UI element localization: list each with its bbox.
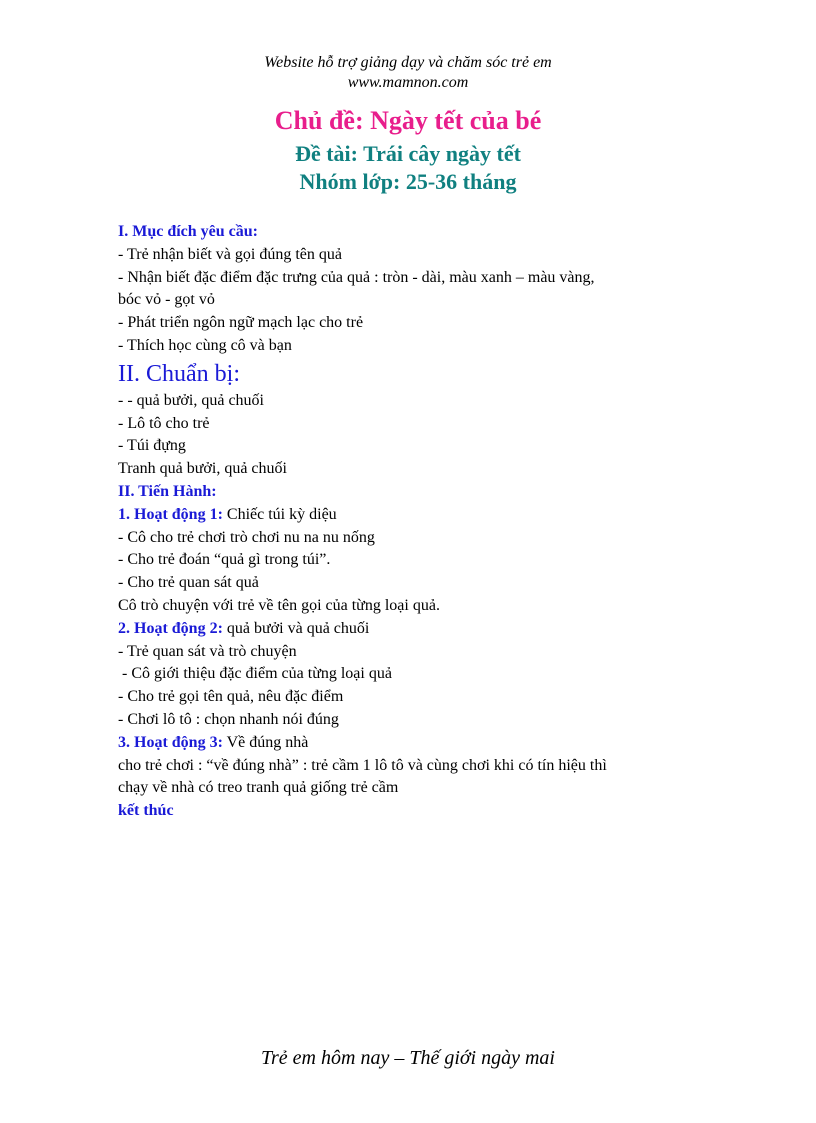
activity-1-heading (118, 504, 708, 527)
activity-2-title: quả bưởi và quả chuối (222, 619, 370, 637)
preparation-line: Tranh quả bưởi, quả chuối (118, 460, 287, 478)
objective-line: - Thích học cùng cô và bạn (118, 336, 292, 354)
lesson-content (118, 221, 708, 823)
preparation-line: - - quả bưởi, quả chuối (118, 391, 264, 409)
header-url[interactable]: www.mamnon.com (347, 74, 469, 91)
activity-1-label: 1. Hoạt động 1: (118, 505, 223, 523)
activity-1-line: - Cho trẻ quan sát quả (118, 574, 259, 592)
activity-2-heading (118, 618, 708, 641)
section-procedure-heading: II. Tiến Hành: (118, 482, 217, 500)
preparation-line: - Túi đựng (118, 437, 186, 455)
objective-line: bóc vỏ - gọt vỏ (118, 291, 215, 309)
end-label: kết thúc (118, 802, 174, 820)
page-header (0, 53, 816, 93)
objective-line: - Nhận biết đặc điểm đặc trưng của quả : tròn - dài, màu xanh – màu vàng, (118, 268, 595, 286)
page-footer: Trẻ em hôm nay – Thế giới ngày mai (261, 1047, 555, 1069)
title-block (0, 104, 816, 196)
section-preparation-heading: II. Chuẩn bị: (118, 360, 240, 387)
group-title: Nhóm lớp: 25-36 tháng (299, 169, 517, 194)
activity-3-line: cho trẻ chơi : “về đúng nhà” : trẻ cầm 1 lô tô và cùng chơi khi có tín hiệu thì (118, 756, 607, 774)
preparation-line: - Lô tô cho trẻ (118, 414, 210, 432)
activity-3-label: 3. Hoạt động 3: (118, 733, 223, 751)
header-website-line: Website hỗ trợ giảng dạy và chăm sóc trẻ em (264, 54, 552, 71)
objective-line: - Trẻ nhận biết và gọi đúng tên quả (118, 245, 342, 263)
activity-3-title: Về đúng nhà (222, 733, 309, 751)
activity-1-line: - Cô cho trẻ chơi trò chơi nu na nu nống (118, 528, 375, 546)
topic-title: Chủ đề: Ngày tết của bé (274, 106, 542, 135)
activity-1-title: Chiếc túi kỳ diệu (222, 505, 337, 523)
activity-2-line: - Chơi lô tô : chọn nhanh nói đúng (118, 710, 339, 728)
section-objectives-heading: I. Mục đích yêu cầu: (118, 223, 258, 240)
activity-2-line: - Cho trẻ gọi tên quả, nêu đặc điểm (118, 688, 344, 706)
activity-1-line: Cô trò chuyện với trẻ về tên gọi của từng loại quả. (118, 596, 440, 614)
activity-2-label: 2. Hoạt động 2: (118, 619, 223, 637)
subject-title: Đề tài: Trái cây ngày tết (295, 141, 521, 166)
activity-2-line: - Cô giới thiệu đặc điểm của từng loại quả (118, 665, 392, 683)
activity-3-heading (118, 732, 708, 755)
activity-3-line: chạy về nhà có treo tranh quả giống trẻ cầm (118, 779, 399, 797)
objective-line: - Phát triển ngôn ngữ mạch lạc cho trẻ (118, 314, 364, 332)
activity-2-line: - Trẻ quan sát và trò chuyện (118, 642, 297, 660)
activity-1-line: - Cho trẻ đoán “quả gì trong túi”. (118, 551, 331, 569)
